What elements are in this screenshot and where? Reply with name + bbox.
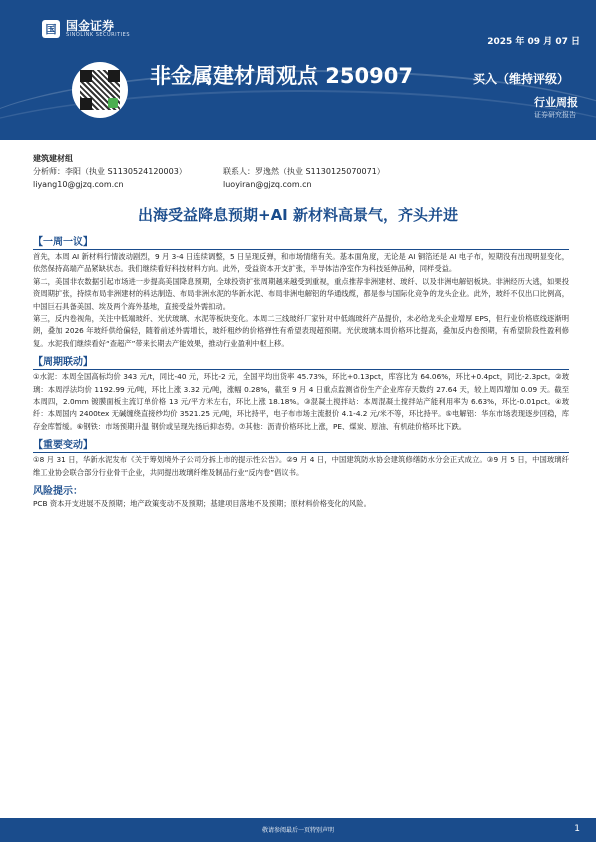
report-subtype: 证券研究报告 — [534, 111, 576, 119]
main-headline: 出海受益降息预期+AI 新材料高景气，齐头并进 — [138, 206, 458, 224]
qr-code-icon — [72, 62, 128, 118]
section-title-changes: 【重要变动】 — [33, 436, 569, 453]
page-number: 1 — [574, 824, 580, 834]
contact-name: 罗逸然（执业 S1130125070071） — [255, 167, 385, 176]
paragraph: 第三，反内卷视角，关注中低端玻纤、光伏玻璃、水泥等板块变化。本周二三线玻纤厂家针对中低端玻纤产品提价，未必给龙头企业增厚 EPS，但行业价格底线逐渐明朗，叠加 2026 年玻纤供给偏轻，随着前述外需增长，玻纤粗纱的价格弹性有希望表现超预期。光伏玻璃本周价格环比提高，叠加反内卷预期，有希望阶段性盈利修复。水泥我们继续看好“查超产”带来长期去产能效果，推动行业盈利中枢上移。 — [33, 314, 569, 348]
paragraph: ①8 月 31 日，华新水泥发布《关于筹划境外子公司分拆上市的提示性公告》。②9 月 4 日，中国建筑防水协会建筑修缮防水分会正式成立。③9 月 5 日，中国玻璃纤维工业协会联合部分行业骨干企业，共同提出玻璃纤维及制品行业“反内卷”倡议书。 — [33, 455, 569, 477]
analyst-info — [33, 152, 385, 191]
paragraph: 第二，美国非农数据引起市场进一步提高美国降息预期，全球投资扩张周期越来越受到重视，重点推荐非洲建材、玻纤、以及非洲电解铝板块。非洲经历大逃，如果投资周期扩张，持续布局非洲建材的科达制造、布局非洲水泥的华新水泥、布局非洲电解铝的华通线缆，都是参与国际化竞争的龙头企业。此外，玻纤不仅出口比例高，中国巨石具备美国、埃及两个海外基地，直接受益外需扣动。 — [33, 276, 569, 311]
report-type: 行业周报 — [534, 96, 578, 109]
contact-email[interactable]: luoyiran@gjzq.com.cn — [223, 180, 312, 189]
report-date: 2025 年 09 月 07 日 — [487, 37, 580, 47]
paragraph: 首先，本周 AI 新材料行情波动剧烈，9 月 3-4 日连续调整，5 日呈现反弹，和市场情绪有关。基本面角度，无论是 AI 铜箔还是 AI 电子布，短期没有出现明显变化，依然保持高端产品紧缺状态。我们继续看好科技材料方向。此外，受益资本开支扩张，半导体洁净室作为科技延伸品种，同样受益。 — [33, 252, 569, 274]
company-logo — [42, 20, 130, 38]
section-title-cycle: 【周期联动】 — [33, 353, 569, 370]
report-body — [33, 233, 569, 511]
report-header — [0, 0, 596, 140]
analyst-email[interactable]: liyang10@gjzq.com.cn — [33, 180, 124, 189]
section-title-weekly-topic: 【一周一议】 — [33, 233, 569, 250]
contact-label: 联系人： — [223, 167, 255, 176]
group-name: 建筑建材组 — [33, 154, 73, 163]
paragraph: ①水泥：本周全国高标均价 343 元/t，同比-40 元，环比-2 元，全国平均出货率 45.73%，环比+0.13pct，库容比为 64.06%，环比+0.4pct，同比-2.3pct。②玻璃：本周浮法均价 1192.99 元/吨，环比上涨 3.32 元/吨，涨幅 0.28%，截至 9 月 4 日重点监测省份生产企业库存天数约 27.64 天，较上周四增加 0.09 天。截至本周四，2.0mm 镀膜面板主流订单价格 13 元/平方米左右，环比上涨 18.18%。③混凝土搅拌站：本周混凝土搅拌站产能利用率为 6.63%，环比-0.01pct。④玻纤：本周国内 2400tex 无碱缠绕直接纱均价 3521.25 元/吨，环比持平，电子布市场主流报价 4.1-4.2 元/米不等，环比持平。⑤电解铝：华东市场表现逐步回稳，库存金库暂缓。⑥钢铁：市场预期升温 钢价或呈现先扬后抑态势。⑦其他：沥青价格环比上涨，PE、煤炭、原油、有机硅价格环比下跌。 — [33, 372, 569, 431]
rating-label: 买入（维持评级） — [473, 72, 570, 86]
logo-subtitle: SINOLINK SECURITIES — [66, 32, 130, 38]
section-title-risk: 风险提示： — [33, 486, 83, 498]
logo-name: 国金证券 — [66, 19, 115, 33]
report-title: 非金属建材周观点 250907 — [150, 64, 413, 88]
footer-disclaimer: 敬请参阅最后一页特别声明 — [261, 827, 334, 834]
analyst-name: 李阳（执业 S1130524120003） — [65, 167, 187, 176]
logo-mark-icon: 国 — [42, 20, 60, 38]
paragraph: PCB 资本开支进展不及预期；地产政策变动不及预期；基建项目落地不及预期；原材料价格变化的风险。 — [33, 499, 371, 509]
analyst-label: 分析师： — [33, 167, 65, 176]
page-footer — [0, 818, 596, 842]
